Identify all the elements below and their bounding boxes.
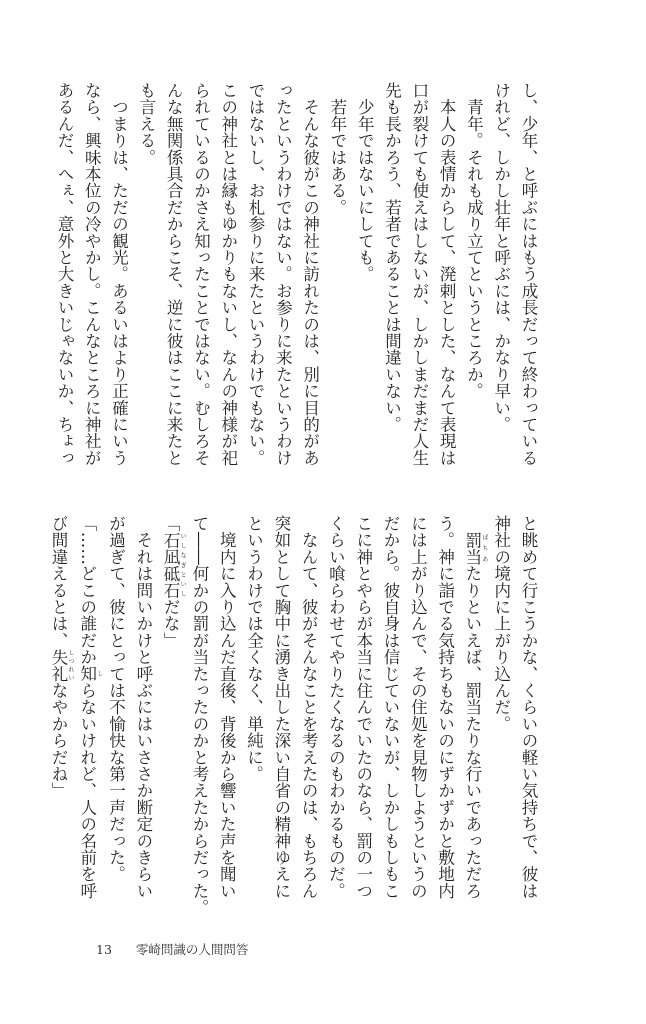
top-text-block	[54, 82, 542, 490]
text-line: んな無関係具合だからこそ、逆に彼はここに来たと	[164, 82, 184, 467]
text-line: し、少年、と呼ぶにはもう成長だって終わっている	[519, 82, 538, 467]
text-line	[157, 515, 186, 920]
text-line: この神社とは縁もゆかりもないし、なんの神様が祀	[218, 82, 238, 467]
text-line: 先も長かろう、若者であることは間違いない。	[382, 82, 402, 433]
text-line: つまりは、ただの観光。あるいはより正確にいう	[109, 82, 129, 467]
text-fragment: たりといえば、罰当たりな行いであっただろ	[462, 565, 482, 900]
text-fragment: 「……どこの誰だか	[77, 515, 97, 666]
text-line: も言える。	[136, 82, 156, 166]
text-line: と眺めて行こうかな、くらいの軽い気持ちで、彼は	[519, 515, 538, 900]
ruby-base: 罰当	[462, 531, 482, 566]
text-line: こに神とやらが本当に住んでいたのなら、罰の一つ	[353, 515, 373, 900]
text-line: 口が裂けても使えはしないが、しかしまだまだ人生	[409, 82, 429, 467]
text-line: だから。彼自身は信じていないが、しかしもしもこ	[381, 515, 401, 900]
ruby-word	[161, 531, 187, 599]
text-line: なんて、彼がそんなことを考えたのは、もちろん	[299, 515, 319, 900]
text-line: 若年ではある。	[327, 82, 347, 216]
ruby-base: 石凪砥石	[161, 531, 181, 599]
text-line: それは問いかけと呼ぶにはいささか断定のきらい	[133, 515, 153, 900]
text-line: ではないし、お札参りに来たというわけでもない。	[246, 82, 266, 467]
ruby-reading: ばちあ	[480, 531, 488, 566]
page-number: 13	[96, 942, 112, 957]
ruby-reading: いしなぎといし	[179, 531, 187, 599]
text-fragment: らないけれど、人の名前を呼	[77, 682, 97, 900]
text-line: なら、興味本位の冷やかし。こんなところに神社が	[82, 82, 102, 467]
text-line: というわけでは全くなく、単純に。	[244, 515, 264, 783]
text-fragment	[463, 515, 482, 532]
book-title: 零崎問識の人間問答	[135, 942, 249, 957]
text-line: 少年ではないにしても。	[355, 82, 375, 283]
text-line: 神社の境内に上がり込んだ。	[491, 515, 511, 733]
text-line	[459, 515, 488, 920]
page-footer	[96, 940, 248, 958]
text-fragment: なやからだね」	[48, 682, 68, 799]
text-line: けれど、しかし壮年と呼ぶには、かなり早い。	[491, 82, 511, 433]
ruby-reading: し	[95, 665, 103, 683]
text-line: ったというわけではない。お参りに来たというわけ	[273, 82, 293, 467]
text-line: には上がり込んで、その住処を見物しようというの	[408, 515, 428, 900]
ruby-word	[77, 665, 103, 683]
ruby-word	[462, 531, 488, 566]
text-line: くらい喰らわせてやりたくなるのもわかるものだ。	[326, 515, 346, 900]
text-line: あるんだ、へぇ、意外と大きいじゃないか、ちょっ	[54, 82, 74, 467]
bottom-text-block	[48, 515, 542, 920]
ruby-base: 失礼	[48, 648, 68, 683]
text-fragment: 「	[161, 515, 181, 532]
text-line: そんな彼がこの神社に訪れたのは、別に目的があ	[300, 82, 320, 467]
text-fragment: だな」	[161, 598, 181, 649]
text-line: う。神に詣でる気持ちもないのにずかずかと敷地内	[435, 515, 455, 900]
text-line: られているのかさえ知ったことではない。むしろそ	[191, 82, 211, 467]
ruby-base: 知	[77, 665, 97, 683]
ruby-word	[48, 648, 74, 683]
text-line	[45, 515, 74, 920]
text-line: て――何かの罰が当たったのかと考えたからだった。	[189, 515, 209, 916]
text-fragment: び間違えるとは、	[48, 515, 68, 649]
text-line: 境内に入り込んだ直後、背後から響いた声を聞い	[217, 515, 237, 900]
text-line	[73, 515, 102, 920]
text-line: 青年。それも成り立てというところか。	[464, 82, 484, 400]
text-line: 突如として胸中に湧き出した深い自省の精神ゆえに	[271, 515, 291, 900]
text-line: 本人の表情からして、溌剌とした、なんて表現は	[437, 82, 457, 467]
text-line: が過ぎて、彼にとっては不愉快な第一声だった。	[106, 515, 126, 883]
ruby-reading: しつれい	[66, 648, 74, 682]
